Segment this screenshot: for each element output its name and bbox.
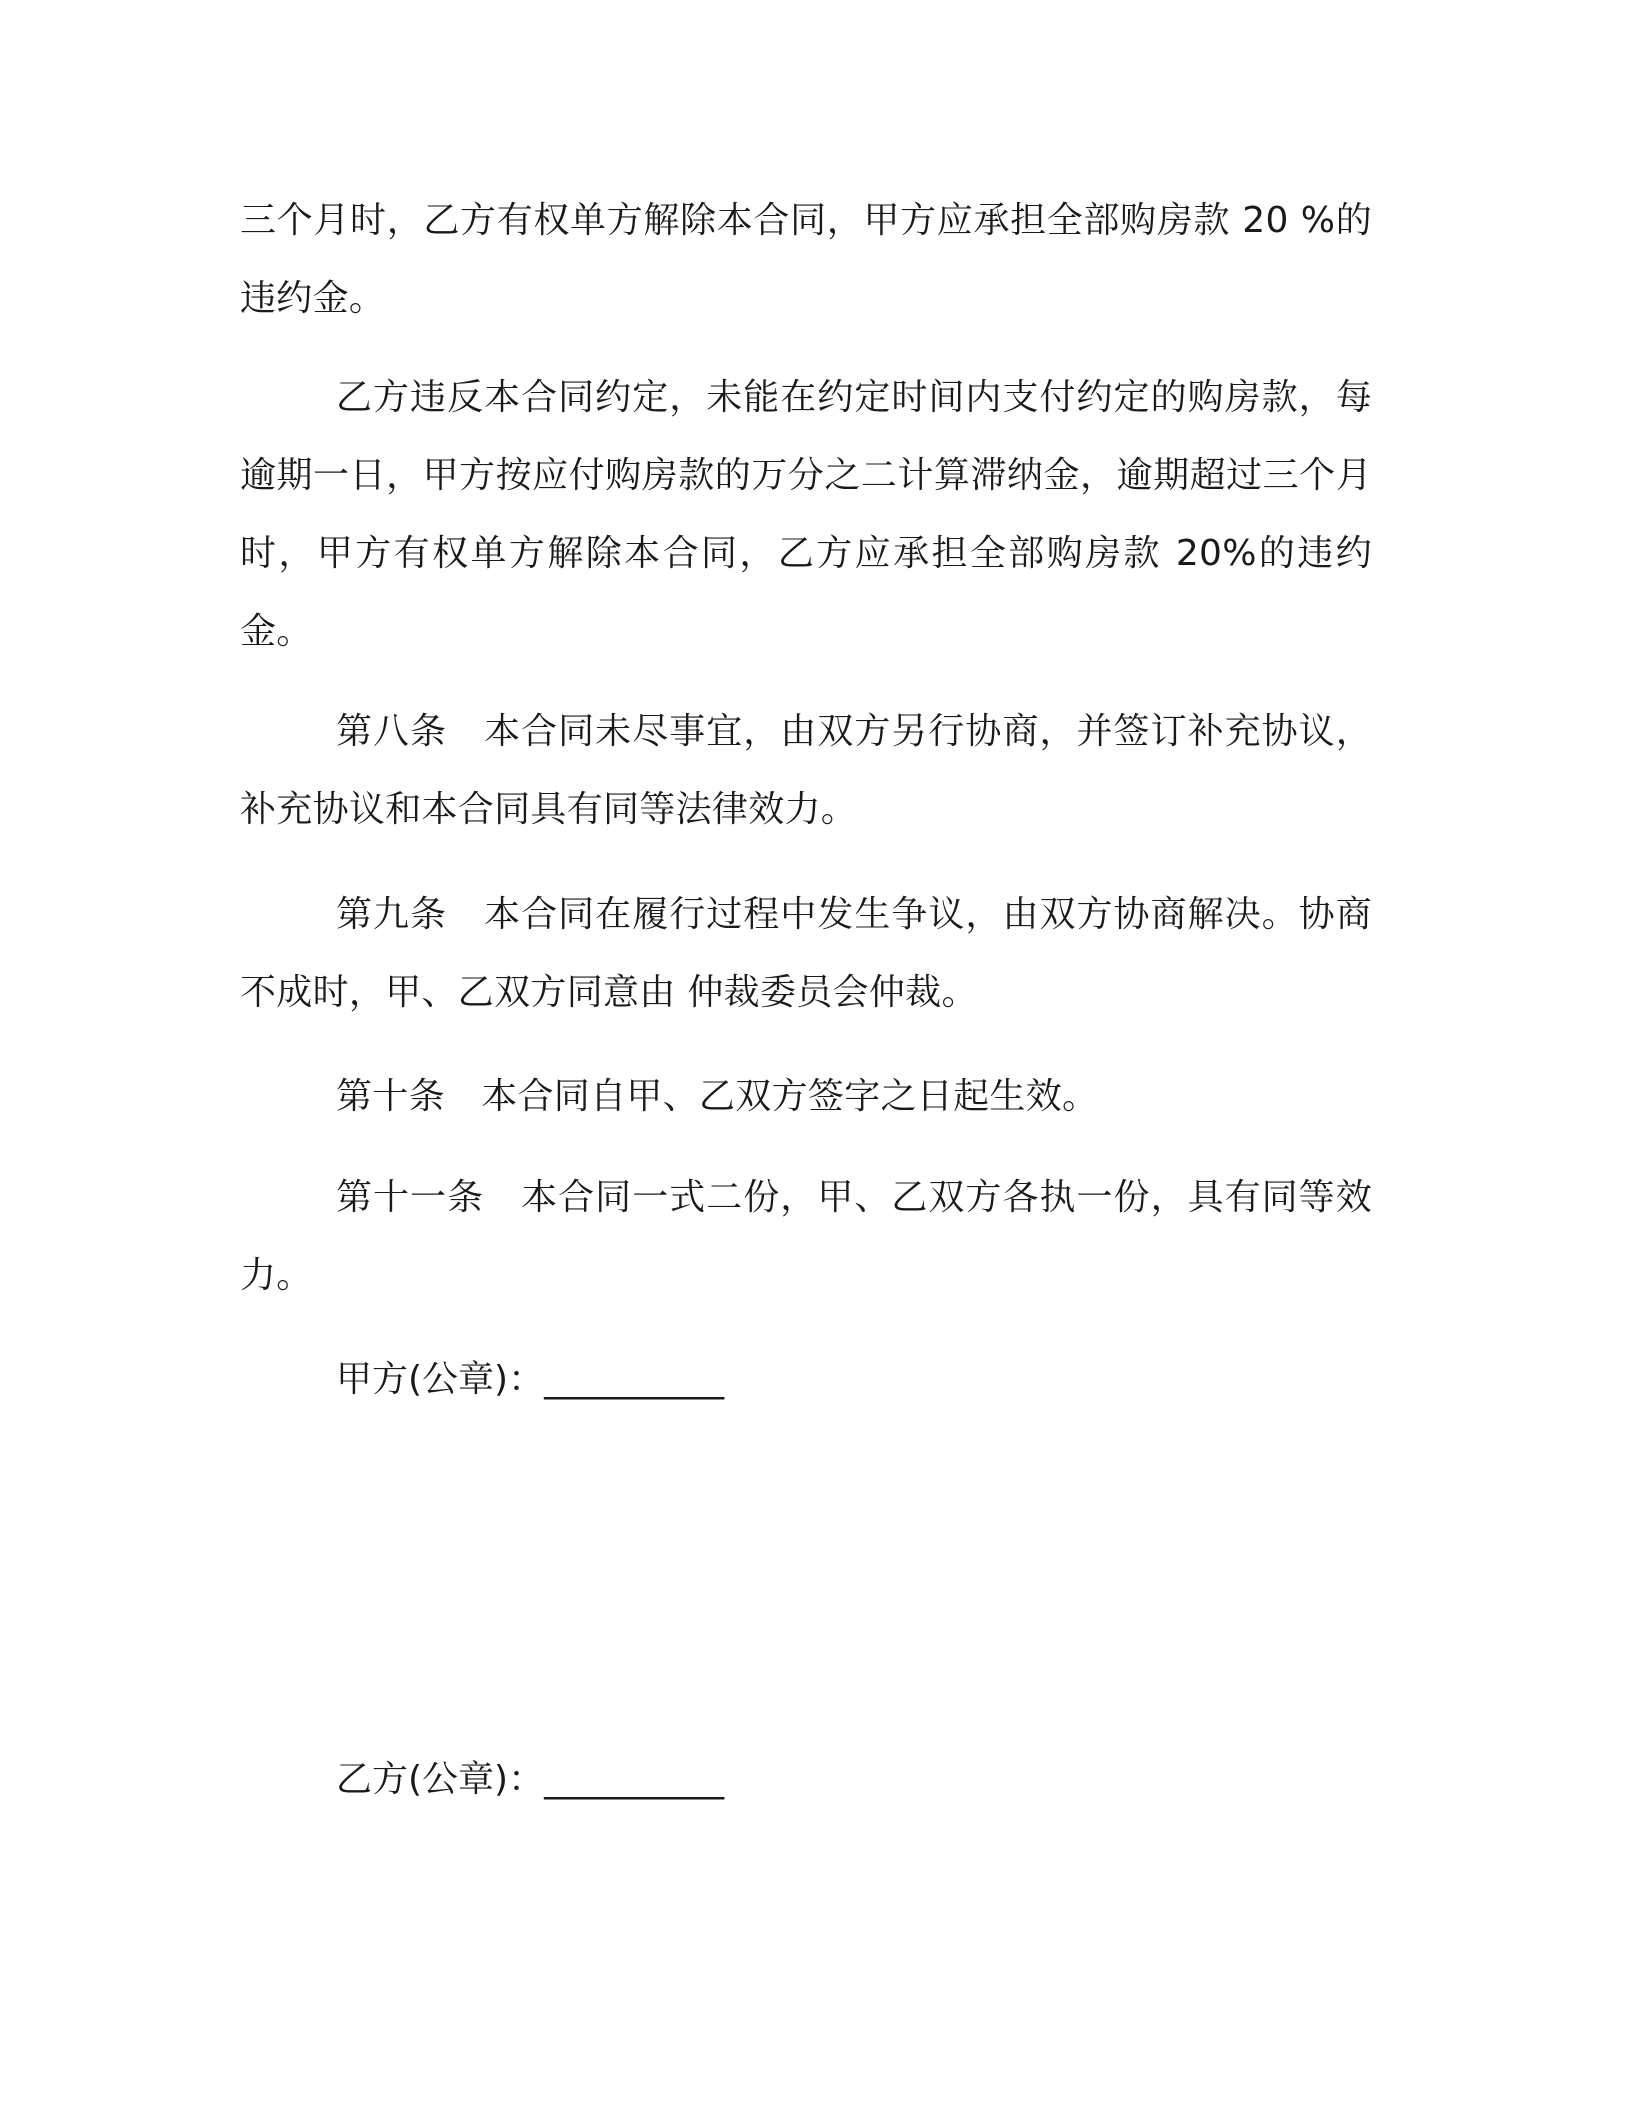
paragraph-article-9: 第九条 本合同在履行过程中发生争议，由双方协商解决。协商不成时，甲、乙双方同意由 仲裁委员会仲裁。 (240, 894, 1372, 1013)
signature-line-party-b: 乙方(公章)：__________ (336, 1759, 725, 1800)
paragraph-breach-seller-continued: 三个月时，乙方有权单方解除本合同，甲方应承担全部购房款 20 %的违约金。 (240, 200, 1372, 319)
paragraph-article-11: 第十一条 本合同一式二份，甲、乙双方各执一份，具有同等效力。 (240, 1177, 1372, 1296)
paragraph-article-10: 第十条 本合同自甲、乙双方签字之日起生效。 (336, 1076, 1099, 1117)
paragraph-breach-buyer: 乙方违反本合同约定，未能在约定时间内支付约定的购房款，每逾期一日，甲方按应付购房款的万分之二计算滞纳金，逾期超过三个月时，甲方有权单方解除本合同，乙方应承担全部购房款 20%的违约金。 (240, 377, 1372, 652)
signature-line-party-a: 甲方(公章)：__________ (336, 1359, 725, 1400)
paragraph-article-8: 第八条 本合同未尽事宜，由双方另行协商，并签订补充协议，补充协议和本合同具有同等法律效力。 (240, 711, 1372, 830)
